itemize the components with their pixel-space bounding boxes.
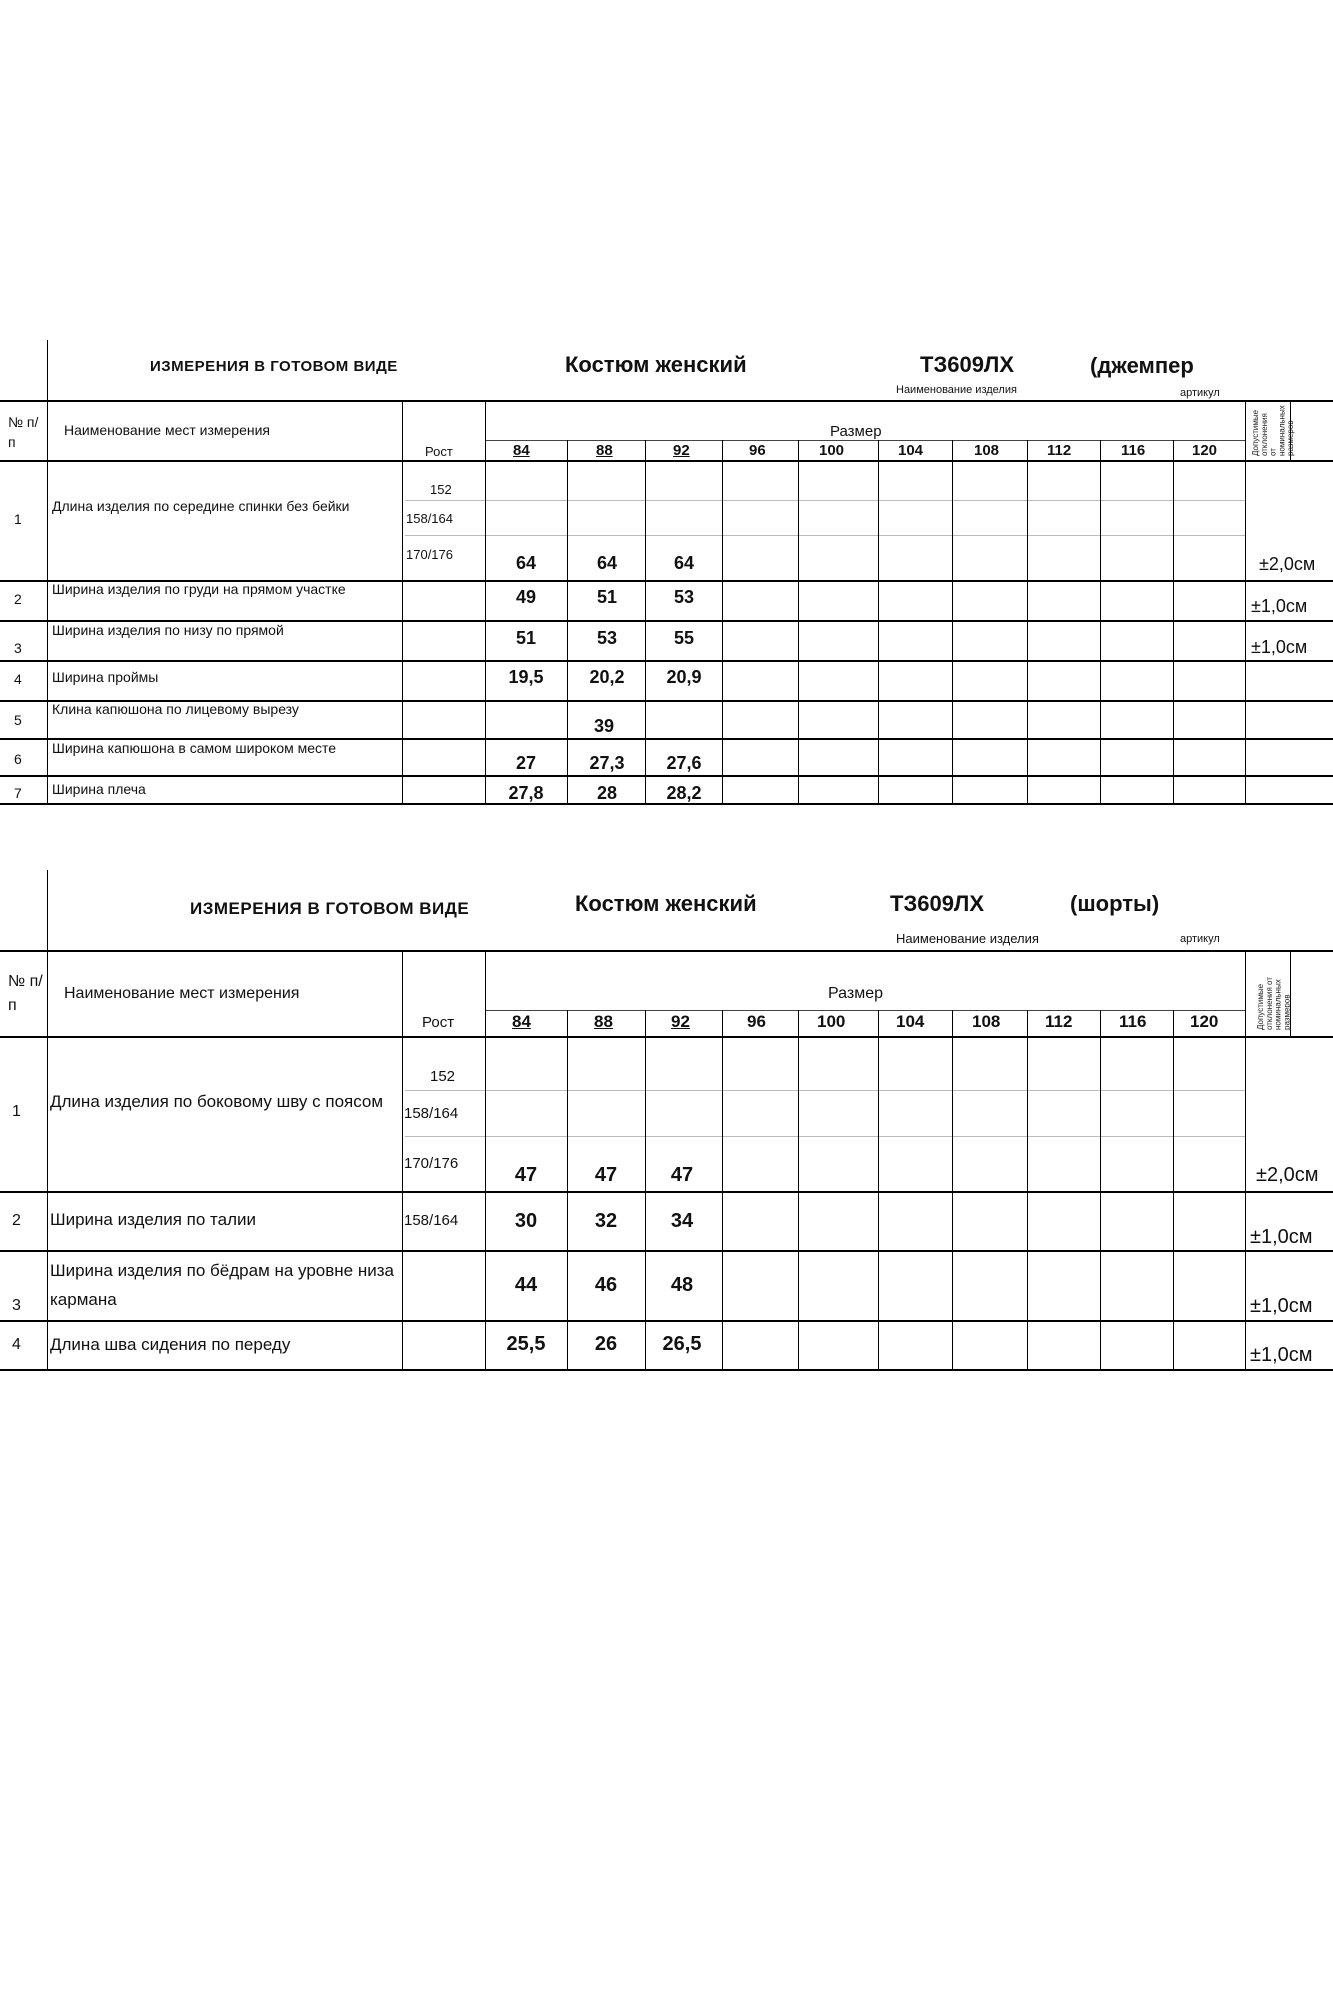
row-number: 2 — [14, 591, 22, 607]
value-cell: 44 — [514, 1274, 538, 1296]
value-cell: 53 — [673, 587, 695, 607]
size-88: 88 — [594, 1012, 613, 1031]
rost-value: 170/176 — [406, 547, 453, 562]
value-cell: 25,5 — [506, 1333, 546, 1355]
size-84: 84 — [512, 1012, 531, 1031]
tolerance-value: ±1,0см — [1251, 596, 1308, 616]
value-cell: 27,8 — [508, 783, 544, 803]
size-116: 116 — [1121, 442, 1146, 459]
row-name: Длина изделия по середине спинки без бейки — [52, 498, 350, 514]
size-116: 116 — [1119, 1012, 1147, 1031]
article-caption: артикул — [1180, 933, 1220, 945]
value-cell: 32 — [594, 1210, 618, 1232]
size-84: 84 — [513, 442, 530, 459]
product-title: Костюм женский — [565, 352, 747, 377]
article-caption: артикул — [1180, 387, 1220, 399]
row-number: 4 — [12, 1336, 21, 1353]
value-cell: 64 — [596, 553, 618, 573]
row-name: Ширина изделия по бёдрам на уровне низа кармана — [50, 1261, 394, 1309]
row-number: 4 — [14, 671, 22, 687]
row-number: 5 — [14, 712, 22, 728]
value-cell: 26 — [594, 1333, 618, 1355]
value-cell: 28,2 — [666, 783, 702, 803]
col-razmer-header: Размер — [828, 985, 883, 1002]
col-rost-header: Рост — [425, 444, 453, 459]
tolerance-value: ±2,0см — [1259, 554, 1316, 574]
row-name: Клина капюшона по лицевому вырезу — [52, 701, 299, 717]
tolerance-value: ±1,0см — [1250, 1344, 1313, 1366]
product-title: Костюм женский — [575, 891, 757, 916]
row-name: Ширина изделия по талии — [50, 1210, 257, 1229]
col-rost-header: Рост — [422, 1014, 455, 1031]
article-code: ТЗ609ЛХ — [920, 352, 1015, 377]
value-cell: 51 — [515, 628, 537, 648]
col-tolerance-header: Допустимые отклонения от номинальных размеров — [1251, 405, 1296, 456]
row-number: 2 — [12, 1212, 21, 1229]
value-cell: 26,5 — [662, 1333, 702, 1355]
tolerance-value: ±1,0см — [1250, 1295, 1313, 1317]
size-92: 92 — [671, 1012, 690, 1031]
row-name: Ширина изделия по груди на прямом участке — [52, 581, 346, 597]
row-name: Ширина капюшона в самом широком месте — [52, 740, 337, 756]
rost-value: 158/164 — [406, 511, 453, 526]
value-cell: 47 — [670, 1164, 694, 1186]
size-96: 96 — [749, 442, 766, 459]
size-108: 108 — [972, 1012, 1001, 1031]
value-cell: 30 — [514, 1210, 538, 1232]
value-cell: 64 — [515, 553, 537, 573]
value-cell: 53 — [596, 628, 618, 648]
rost-value: 158/164 — [404, 1105, 459, 1122]
size-88: 88 — [596, 442, 613, 459]
measurements-label: ИЗМЕРЕНИЯ В ГОТОВОМ ВИДЕ — [190, 899, 470, 918]
col-name-header: Наименование мест измерения — [64, 422, 271, 438]
value-cell: 27,6 — [666, 753, 702, 773]
value-cell: 27,3 — [589, 753, 625, 773]
value-cell: 47 — [514, 1164, 538, 1186]
size-112: 112 — [1047, 442, 1072, 459]
row-number: 1 — [14, 511, 22, 527]
row-name: Длина шва сидения по переду — [50, 1335, 291, 1354]
row-number: 3 — [14, 640, 22, 656]
measurements-label: ИЗМЕРЕНИЯ В ГОТОВОМ ВИДЕ — [150, 358, 398, 375]
col-number-header: № п/п — [8, 414, 39, 450]
value-cell: 39 — [593, 716, 615, 736]
row-number: 1 — [12, 1103, 21, 1120]
size-100: 100 — [817, 1012, 846, 1031]
size-96: 96 — [747, 1012, 766, 1031]
article-code: ТЗ609ЛХ — [890, 891, 985, 916]
row-number: 7 — [14, 785, 22, 801]
size-104: 104 — [896, 1012, 925, 1031]
size-120: 120 — [1190, 1012, 1219, 1031]
value-cell: 51 — [596, 587, 618, 607]
value-cell: 19,5 — [508, 667, 544, 687]
value-cell: 20,2 — [589, 667, 625, 687]
col-name-header: Наименование мест измерения — [64, 985, 300, 1002]
value-cell: 48 — [670, 1274, 694, 1296]
value-cell: 28 — [596, 783, 618, 803]
tolerance-value: ±1,0см — [1250, 1226, 1313, 1248]
row-number: 3 — [12, 1297, 21, 1314]
product-caption: Наименование изделия — [896, 384, 1017, 396]
row-number: 6 — [14, 751, 22, 767]
size-92: 92 — [673, 442, 690, 459]
value-cell: 64 — [673, 553, 695, 573]
rost-value: 152 — [430, 482, 452, 497]
value-cell: 49 — [515, 587, 537, 607]
value-cell: 34 — [670, 1210, 694, 1232]
col-tolerance-header: Допустимые отклонения от номинальных размеров — [1256, 977, 1292, 1030]
item-type: (шорты) — [1070, 891, 1160, 916]
rost-value: 158/164 — [404, 1212, 459, 1229]
size-120: 120 — [1192, 442, 1218, 459]
tolerance-value: ±1,0см — [1251, 637, 1308, 657]
row-name: Длина изделия по боковому шву с поясом — [50, 1092, 384, 1111]
size-112: 112 — [1045, 1012, 1073, 1031]
size-104: 104 — [898, 442, 924, 459]
rost-value: 152 — [430, 1068, 456, 1085]
col-razmer-header: Размер — [830, 423, 882, 440]
row-name: Ширина изделия по низу по прямой — [52, 622, 284, 638]
row-name: Ширина проймы — [52, 669, 159, 685]
value-cell: 47 — [594, 1164, 618, 1186]
size-108: 108 — [974, 442, 1000, 459]
value-cell: 55 — [673, 628, 695, 648]
size-100: 100 — [819, 442, 845, 459]
rost-value: 170/176 — [404, 1155, 459, 1172]
col-number-header: № п/п — [8, 973, 43, 1014]
item-type: (джемпер — [1090, 353, 1194, 378]
value-cell: 20,9 — [666, 667, 702, 687]
value-cell: 46 — [594, 1274, 618, 1296]
tolerance-value: ±2,0см — [1256, 1164, 1319, 1186]
row-name: Ширина плеча — [52, 781, 146, 797]
product-caption: Наименование изделия — [896, 931, 1039, 946]
value-cell: 27 — [515, 753, 537, 773]
